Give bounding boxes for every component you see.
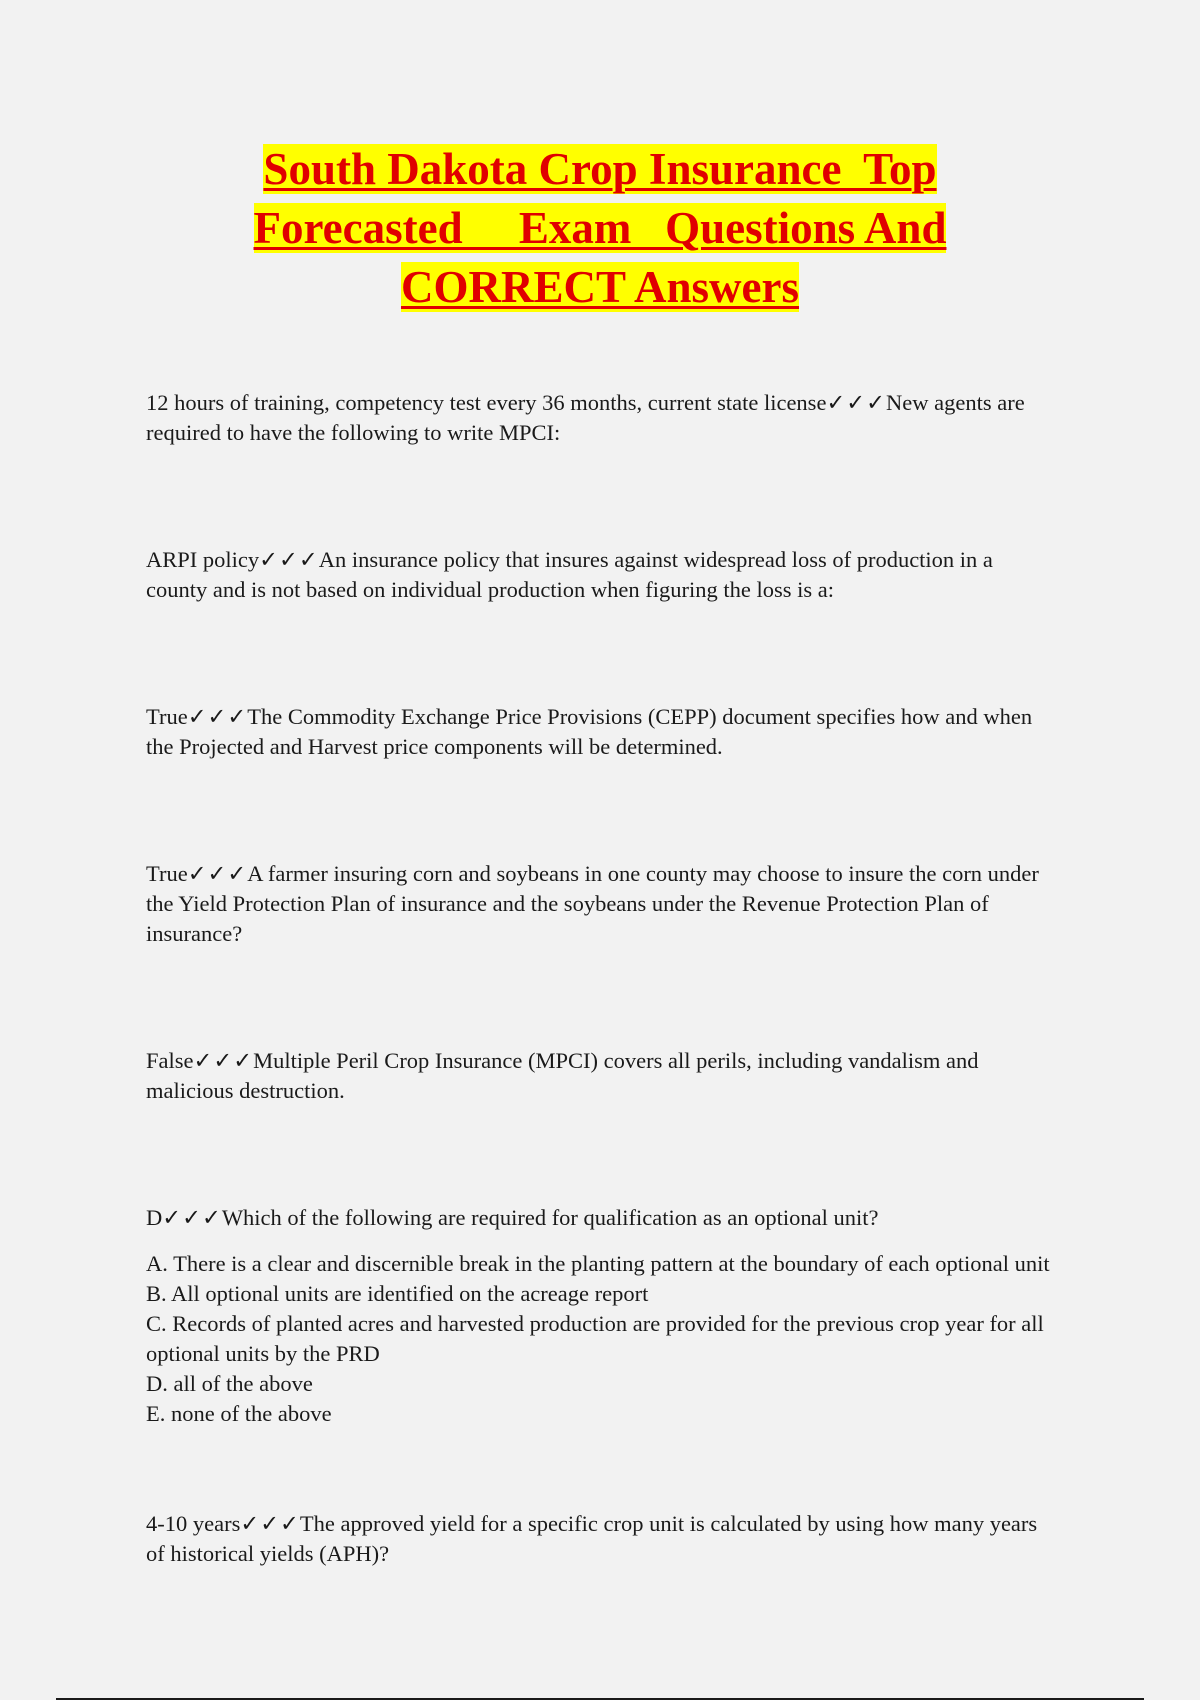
title-line-2: Forecasted Exam Questions And (253, 203, 947, 253)
qa-text (146, 859, 1056, 949)
question-text: The Commodity Exchange Price Provisions (CEPP) document specifies how and when the Projected and Harvest price components will be determined. (146, 704, 1033, 759)
option-e: E. none of the above (146, 1401, 332, 1426)
option-d: D. all of the above (146, 1371, 313, 1396)
qa-list (146, 388, 1056, 1666)
check-marks: ✓✓✓ (193, 1048, 254, 1073)
qa-text (146, 1509, 1056, 1569)
title-line-1: South Dakota Crop Insurance Top (263, 144, 937, 194)
qa-item (146, 859, 1056, 949)
check-marks: ✓✓✓ (826, 390, 886, 415)
question-text: New agents are required to have the following to write MPCI: (146, 390, 1025, 445)
option-c: C. Records of planted acres and harvested production are provided for the previous crop year for all optional units by the PRD (146, 1311, 1044, 1366)
option-a: A. There is a clear and discernible break in the planting pattern at the boundary of each optional unit (146, 1251, 1050, 1276)
question-text: Multiple Peril Crop Insurance (MPCI) covers all perils, including vandalism and malicious destruction. (146, 1048, 979, 1103)
question-text: The approved yield for a specific crop unit is calculated by using how many years of historical yields (APH)? (146, 1511, 1038, 1566)
check-marks: ✓✓✓ (162, 1205, 222, 1230)
option-b: B. All optional units are identified on the acreage report (146, 1281, 649, 1306)
check-marks: ✓✓✓ (259, 547, 319, 572)
question-text: An insurance policy that insures against widespread loss of production in a county and is not based on individual production when figuring the loss is a: (146, 547, 993, 602)
qa-item (146, 1046, 1056, 1106)
qa-text (146, 388, 1056, 448)
qa-text (146, 1203, 1056, 1233)
qa-item (146, 545, 1056, 605)
qa-text (146, 1046, 1056, 1106)
check-marks: ✓✓✓ (187, 861, 248, 886)
answer-text: True (146, 704, 188, 729)
answer-text: True (146, 861, 188, 886)
qa-text (146, 702, 1056, 762)
qa-item (146, 702, 1056, 762)
answer-text: 12 hours of training, competency test every 36 months, current state license (146, 390, 827, 415)
answer-text: D (146, 1205, 163, 1230)
answer-text: ARPI policy (146, 547, 260, 572)
document-title (0, 140, 1200, 317)
qa-item-multiple-choice (146, 1203, 1056, 1429)
question-text: A farmer insuring corn and soybeans in one county may choose to insure the corn under the Yield Protection Plan of insurance and the soybeans under the Revenue Protection Plan of insurance? (146, 861, 1039, 946)
question-text: Which of the following are required for qualification as an optional unit? (221, 1205, 879, 1230)
qa-item (146, 388, 1056, 448)
title-line-3: CORRECT Answers (401, 262, 799, 312)
answer-options (146, 1249, 1056, 1429)
qa-text (146, 545, 1056, 605)
check-marks: ✓✓✓ (187, 704, 248, 729)
qa-item (146, 1509, 1056, 1569)
answer-text: 4-10 years (146, 1511, 241, 1536)
answer-text: False (146, 1048, 194, 1073)
check-marks: ✓✓✓ (240, 1511, 300, 1536)
